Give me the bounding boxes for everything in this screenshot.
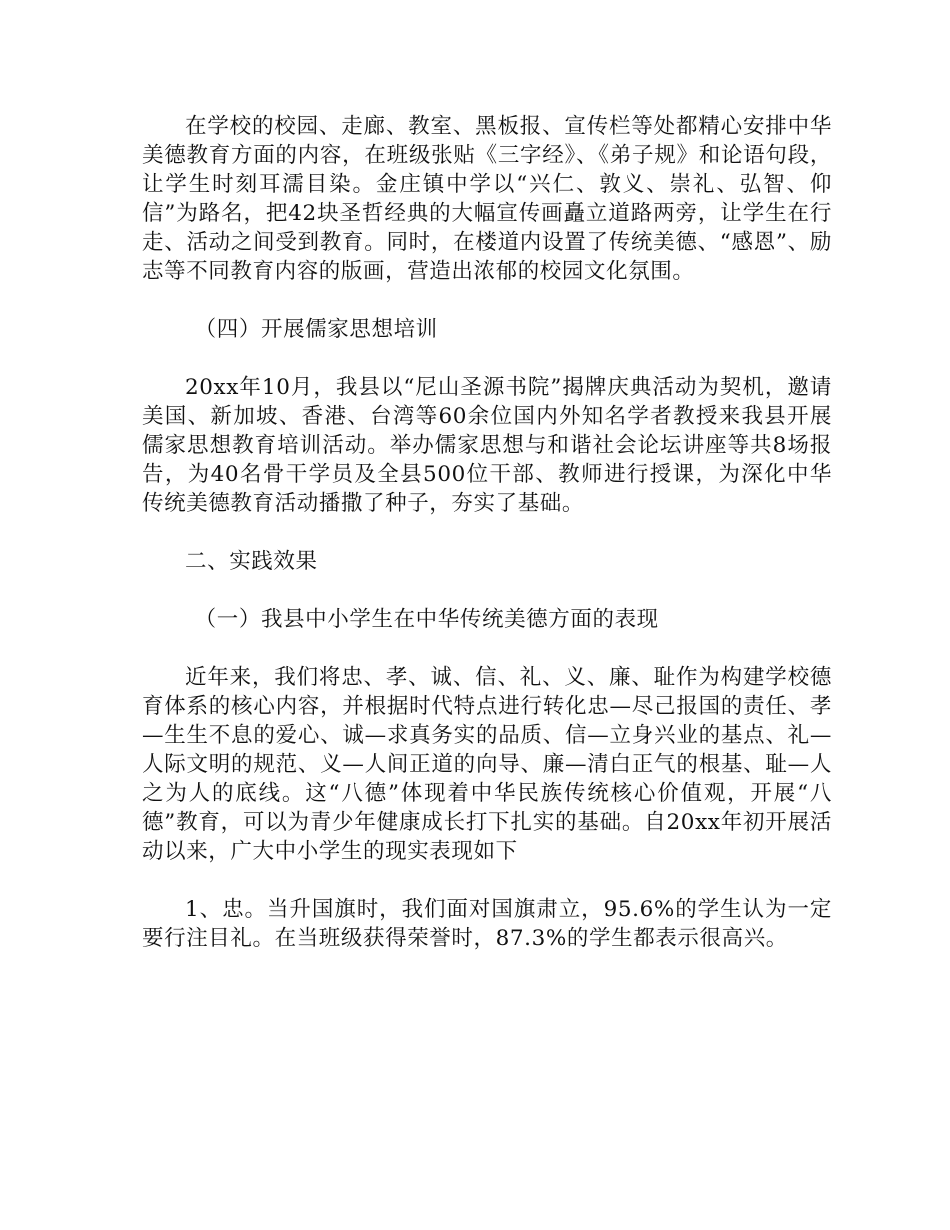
subheading-student-performance: （一）我县中小学生在中华传统美德方面的表现 <box>194 607 659 632</box>
subheading-confucian-training: （四）开展儒家思想培训 <box>194 317 438 342</box>
document-body <box>142 112 832 982</box>
heading-practice-effect: 二、实践效果 <box>185 549 318 574</box>
paragraph-loyalty: 1、忠。当升国旗时，我们面对国旗肃立，95.6%的学生认为一定要行注目礼。在当班级获得荣誉时，87.3%的学生都表示很高兴。 <box>142 897 832 951</box>
paragraph-training-activities: 20xx年10月，我县以“尼山圣源书院”揭牌庆典活动为契机，邀请美国、新加坡、香港、台湾等60余位国内外知名学者教授来我县开展儒家思想教育培训活动。举办儒家思想与和谐社会论坛讲座等共8场报告，为40名骨干学员及全县500位干部、教师进行授课，为深化中华传统美德教育活动播撒了种子，夯实了基础。 <box>142 375 832 516</box>
paragraph-campus-culture: 在学校的校园、走廊、教室、黑板报、宣传栏等处都精心安排中华美德教育方面的内容，在班级张贴《三字经》、《弟子规》和论语句段，让学生时刻耳濡目染。金庄镇中学以“兴仁、敦义、崇礼、弘智、仰信”为路名，把42块圣哲经典的大幅宣传画矗立道路两旁，让学生在行走、活动之间受到教育。同时，在楼道内设置了传统美德、“感恩”、励志等不同教育内容的版画，营造出浓郁的校园文化氛围。 <box>142 114 832 284</box>
paragraph-eight-virtues: 近年来，我们将忠、孝、诚、信、礼、义、廉、耻作为构建学校德育体系的核心内容，并根据时代特点进行转化忠—尽己报国的责任、孝—生生不息的爱心、诚—求真务实的品质、信—立身兴业的基点、礼—人际文明的规范、义—人间正道的向导、廉—清白正气的根基、耻—人之为人的底线。这“八德”体现着中华民族传统核心价值观，开展“八德”教育，可以为青少年健康成长打下扎实的基础。自20xx年初开展活动以来，广大中小学生的现实表现如下 <box>142 665 832 864</box>
